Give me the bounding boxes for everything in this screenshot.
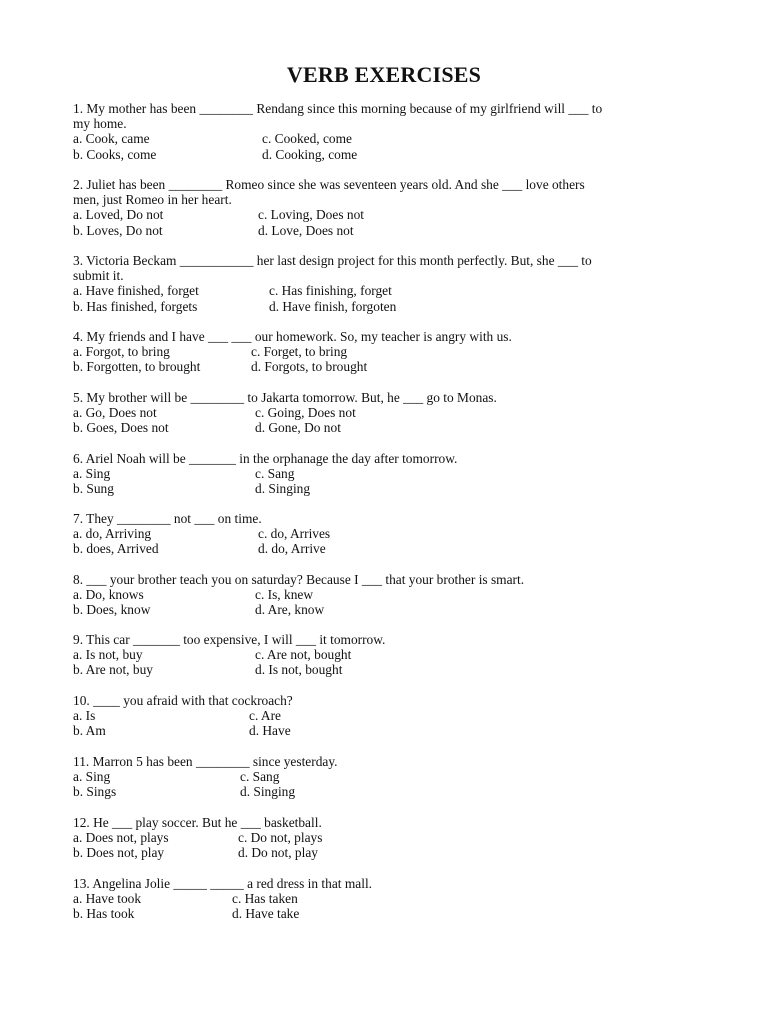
answer-option: b. Has took [73,906,135,922]
answer-option: d. Do not, play [238,845,318,861]
answer-option: b. does, Arrived [73,541,159,557]
option-row [73,662,693,677]
answer-option: d. Are, know [255,602,325,618]
answer-option: a. Sing [73,466,111,482]
question-text: 3. Victoria Beckam ___________ her last design project for this month perfectly. But, she ___ to [73,253,592,268]
answer-option: d. do, Arrive [258,541,326,557]
option-row [73,207,693,222]
question-7 [73,511,693,557]
answer-option: a. Does not, plays [73,830,169,846]
answer-option: b. Cooks, come [73,146,157,162]
question-text: 8. ___ your brother teach you on saturday? Because I ___ that your brother is smart. [73,572,525,587]
answer-option: c. do, Arrives [258,526,331,542]
question-text: 4. My friends and I have ___ ___ our homework. So, my teacher is angry with us. [73,329,512,344]
answer-option: b. Does, know [73,602,151,618]
question-10 [73,693,693,739]
option-row [73,344,693,359]
answer-option: d. Have take [232,906,300,922]
option-row [73,526,693,541]
option-row [73,223,693,238]
answer-option: c. Are [249,708,281,724]
option-row [73,769,693,784]
answer-option: c. Cooked, come [262,131,352,147]
option-row [73,723,693,738]
answer-option: d. Forgots, to brought [251,359,368,375]
question-9 [73,632,693,678]
answer-option: d. Singing [240,784,296,800]
answer-option: a. do, Arriving [73,526,152,542]
option-row [73,131,693,146]
answer-option: a. Go, Does not [73,405,157,421]
question-text: 7. They ________ not ___ on time. [73,511,262,526]
answer-option: b. Has finished, forgets [73,298,198,314]
question-4 [73,329,693,375]
option-row [73,784,693,799]
option-row [73,147,693,162]
option-row [73,602,693,617]
option-row [73,541,693,556]
answer-option: d. Gone, Do not [255,420,341,436]
answer-option: a. Cook, came [73,131,150,147]
option-row [73,906,693,921]
question-text: 6. Ariel Noah will be _______ in the orphanage the day after tomorrow. [73,451,458,466]
answer-option: a. Is [73,708,96,724]
option-row [73,283,693,298]
answer-option: d. Love, Does not [258,222,354,238]
option-row [73,830,693,845]
answer-option: d. Have finish, forgoten [269,298,397,314]
answer-option: c. Do not, plays [238,830,323,846]
answer-option: c. Loving, Does not [258,207,364,223]
answer-option: a. Do, knows [73,587,144,603]
answer-option: b. Are not, buy [73,662,153,678]
answer-option: d. Is not, bought [255,662,343,678]
answer-option: a. Is not, buy [73,647,143,663]
answer-option: b. Sung [73,481,114,497]
answer-option: c. Sang [240,769,280,785]
option-row [73,405,693,420]
question-2 [73,177,693,238]
option-row [73,845,693,860]
option-row [73,708,693,723]
answer-option: d. Singing [255,481,311,497]
answer-option: b. Loves, Do not [73,222,163,238]
answer-option: b. Sings [73,784,117,800]
question-text: 10. ____ you afraid with that cockroach? [73,693,293,708]
question-11 [73,754,693,800]
answer-option: a. Loved, Do not [73,207,164,223]
answer-option: b. Goes, Does not [73,420,169,436]
answer-option: b. Does not, play [73,845,165,861]
question-text: 5. My brother will be ________ to Jakarta tomorrow. But, he ___ go to Monas. [73,390,497,405]
option-row [73,466,693,481]
option-row [73,647,693,662]
answer-option: a. Forgot, to bring [73,344,170,360]
answer-option: c. Is, knew [255,587,314,603]
answer-option: d. Have [249,723,291,739]
question-12 [73,815,693,861]
question-8 [73,572,693,618]
question-5 [73,390,693,436]
question-text: 2. Juliet has been ________ Romeo since she was seventeen years old. And she ___ love others [73,177,585,192]
question-text: 11. Marron 5 has been ________ since yesterday. [73,754,338,769]
question-1 [73,101,693,162]
answer-option: c. Sang [255,466,295,482]
answer-option: c. Has taken [232,891,298,907]
question-text: 1. My mother has been ________ Rendang since this morning because of my girlfriend will ___ to [73,101,603,116]
question-text: men, just Romeo in her heart. [73,192,232,208]
question-text: 13. Angelina Jolie _____ _____ a red dress in that mall. [73,876,373,891]
option-row [73,420,693,435]
question-13 [73,876,693,922]
option-row [73,481,693,496]
question-text: 12. He ___ play soccer. But he ___ basketball. [73,815,322,830]
question-text: submit it. [73,268,124,284]
answer-option: b. Forgotten, to brought [73,359,201,375]
question-6 [73,451,693,497]
question-text: 9. This car _______ too expensive, I will ___ it tomorrow. [73,632,386,647]
answer-option: a. Sing [73,769,111,785]
answer-option: b. Am [73,723,106,739]
answer-option: c. Has finishing, forget [269,283,392,299]
option-row [73,587,693,602]
answer-option: c. Going, Does not [255,405,356,421]
page-title: VERB EXERCISES [286,62,482,87]
option-row [73,299,693,314]
answer-option: a. Have finished, forget [73,283,199,299]
question-3 [73,253,693,314]
option-row [73,359,693,374]
answer-option: c. Are not, bought [255,647,352,663]
answer-option: a. Have took [73,891,142,907]
option-row [73,891,693,906]
answer-option: c. Forget, to bring [251,344,348,360]
answer-option: d. Cooking, come [262,146,358,162]
question-text: my home. [73,116,127,132]
